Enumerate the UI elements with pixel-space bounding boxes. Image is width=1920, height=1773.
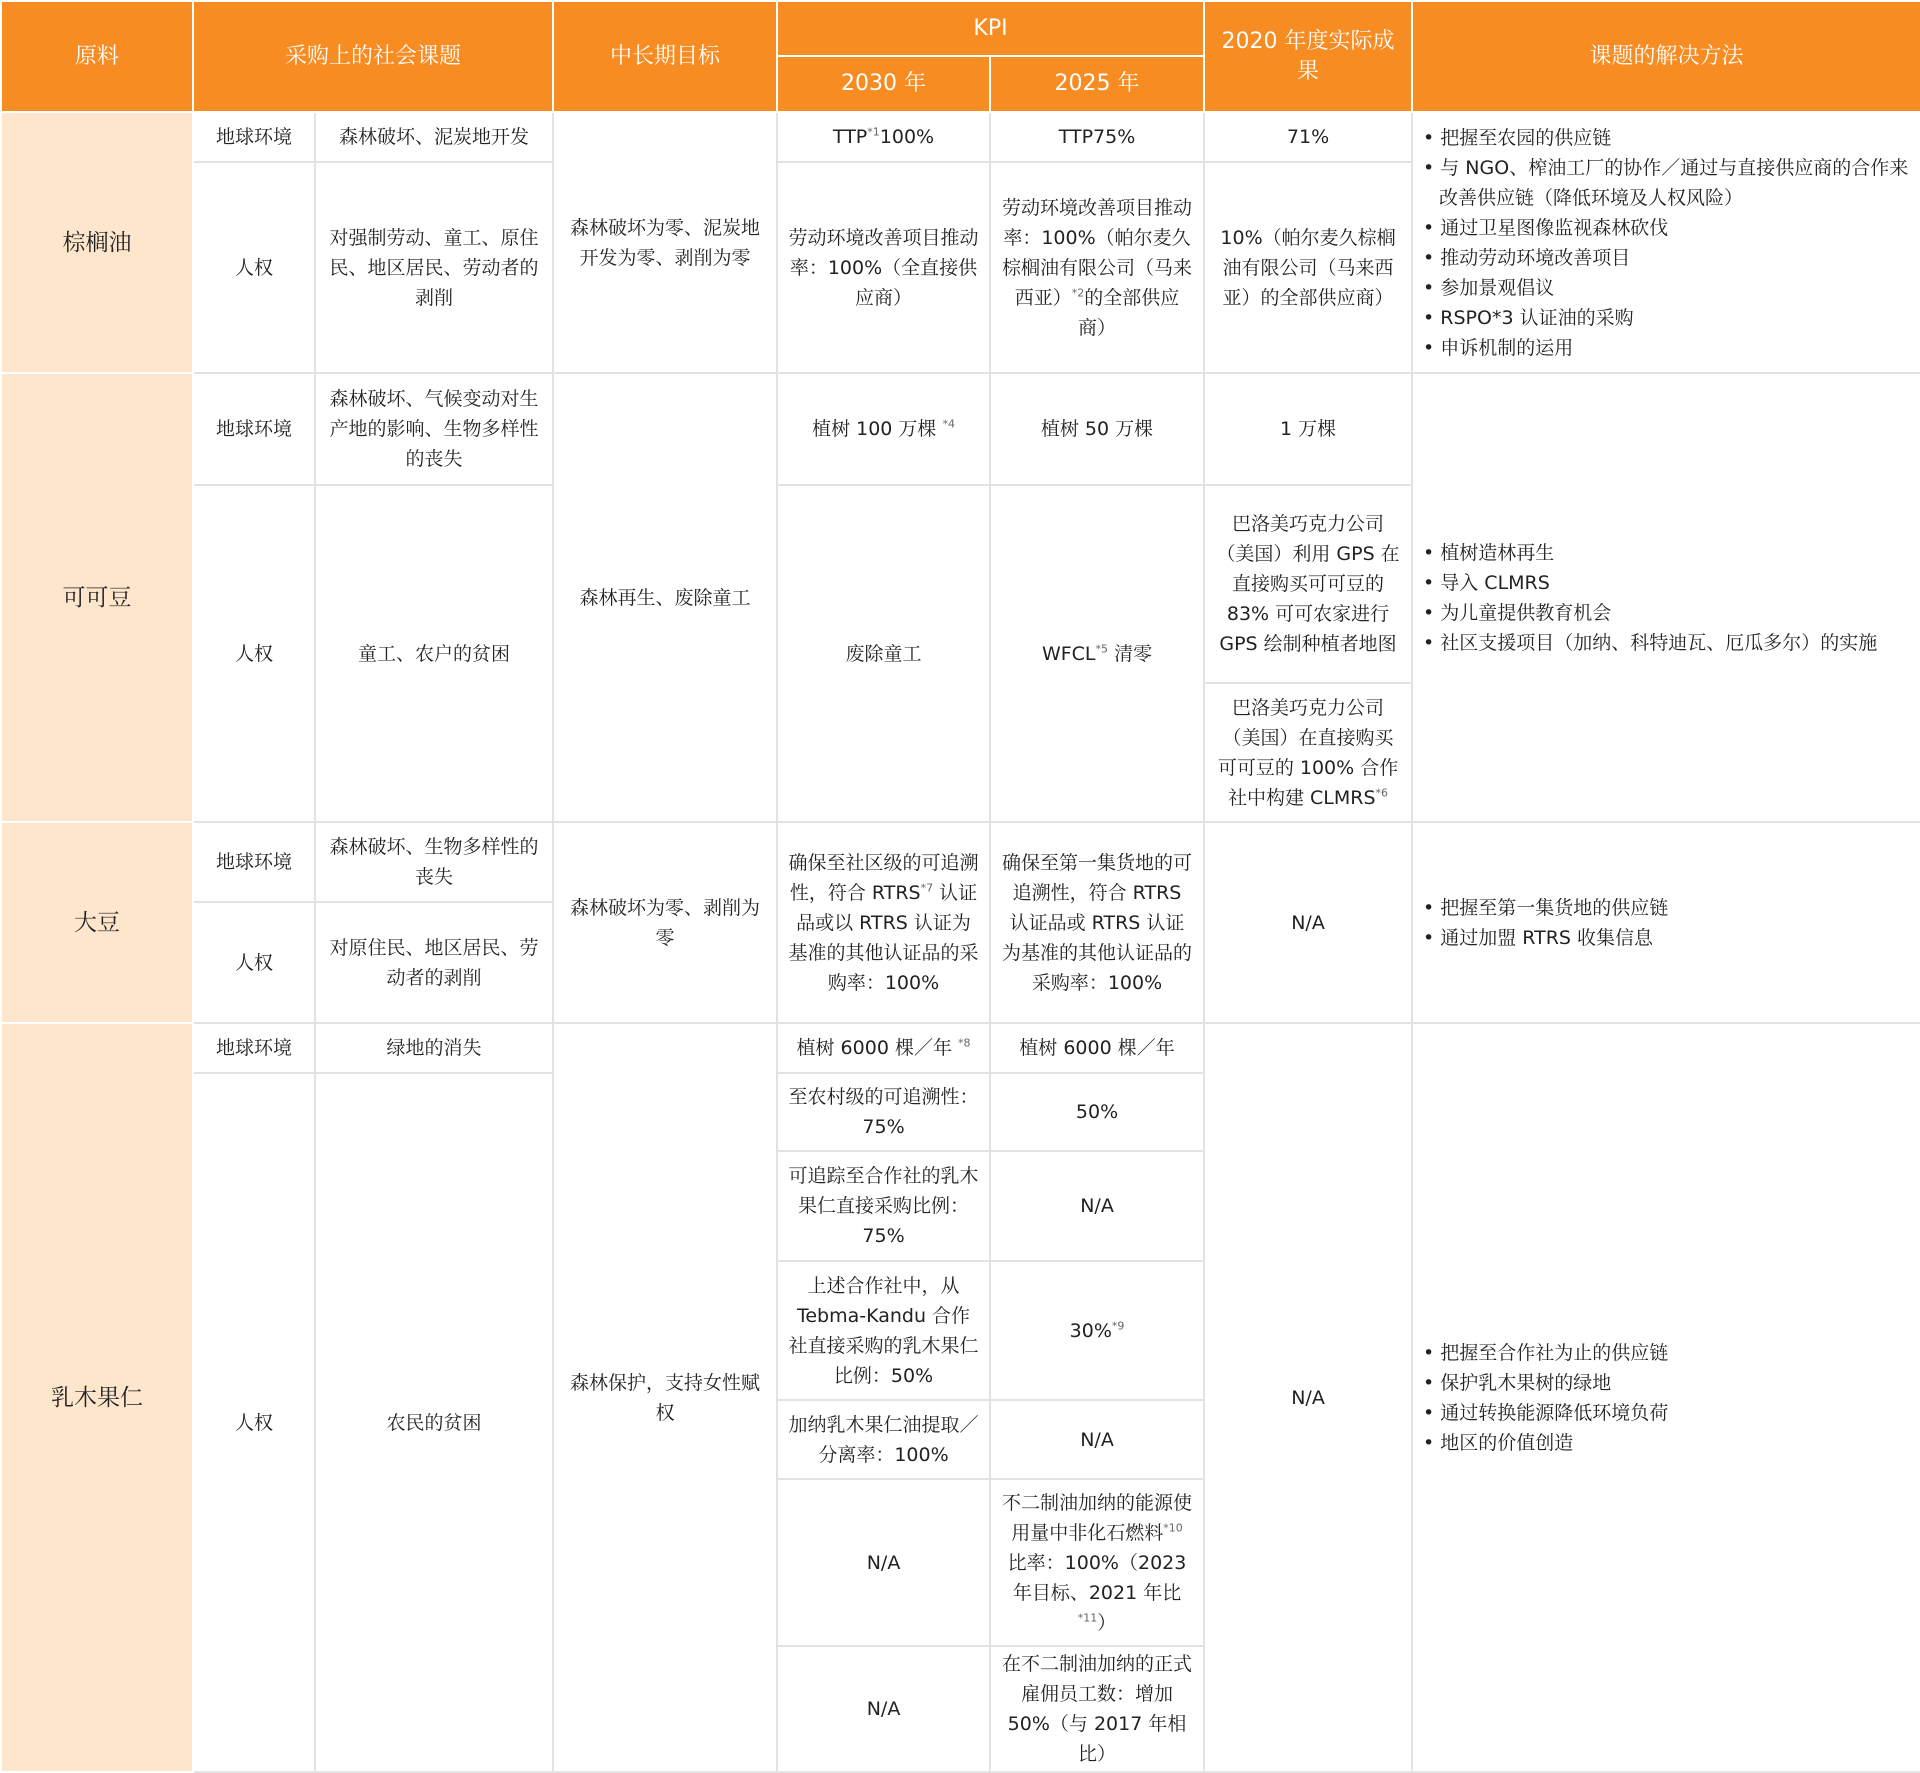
cocoa-env-kpi-2025: 植树 50 万棵 bbox=[990, 373, 1204, 485]
shea-solutions bbox=[1412, 1023, 1920, 1772]
shea-hr-issue: 农民的贫困 bbox=[315, 1073, 553, 1772]
material-cocoa: 可可豆 bbox=[1, 373, 193, 822]
shea-kpi-2030-trees: 植树 6000 棵／年 $^{*8}$ bbox=[777, 1023, 990, 1073]
cocoa-hr-result-2020-gps: 巴洛美巧克力公司（美国）利用 GPS 在直接购买可可豆的 83% 可可农家进行 GPS 绘制种植者地图 bbox=[1204, 485, 1412, 683]
solution-item: • 把握至合作社为止的供应链 bbox=[1423, 1338, 1910, 1368]
shea-kpi-2030-extraction: 加纳乳木果仁油提取／分离率：100% bbox=[777, 1400, 990, 1479]
soy-env-category: 地球环境 bbox=[193, 822, 315, 902]
solution-item: • 与 NGO、榨油工厂的协作／通过与直接供应商的合作来改善供应链（降低环境及人权风险） bbox=[1423, 153, 1910, 213]
solution-item: • 导入 CLMRS bbox=[1423, 568, 1910, 598]
cocoa-env-category: 地球环境 bbox=[193, 373, 315, 485]
soy-hr-category: 人权 bbox=[193, 902, 315, 1023]
cocoa-goal: 森林再生、废除童工 bbox=[553, 373, 777, 822]
shea-goal: 森林保护，支持女性赋权 bbox=[553, 1023, 777, 1772]
shea-kpi-2025-trees: 植树 6000 棵／年 bbox=[990, 1023, 1204, 1073]
shea-kpi-2030-traceability: 至农村级的可追溯性：75% bbox=[777, 1073, 990, 1151]
cocoa-hr-kpi-2025: WFCL$^{*5}$ 清零 bbox=[990, 485, 1204, 822]
solution-item: • 为儿童提供教育机会 bbox=[1423, 598, 1910, 628]
header-kpi-2030: 2030 年 bbox=[777, 56, 990, 112]
solution-item: • RSPO*3 认证油的采购 bbox=[1423, 303, 1910, 333]
solution-item: • 植树造林再生 bbox=[1423, 538, 1910, 568]
header-goal: 中长期目标 bbox=[553, 1, 777, 112]
soy-env-issue: 森林破坏、生物多样性的丧失 bbox=[315, 822, 553, 902]
palm-hr-result-2020: 10%（帕尔麦久棕榈油有限公司（马来西亚）的全部供应商） bbox=[1204, 162, 1412, 373]
cocoa-hr-result-2020-clmrs: 巴洛美巧克力公司（美国）在直接购买可可豆的 100% 合作社中构建 CLMRS$^{*6}$ bbox=[1204, 683, 1412, 822]
solution-item: • 把握至第一集货地的供应链 bbox=[1423, 893, 1910, 923]
soy-result-2020: N/A bbox=[1204, 822, 1412, 1023]
header-kpi: KPI bbox=[777, 1, 1204, 56]
shea-kpi-2030-energy: N/A bbox=[777, 1479, 990, 1646]
shea-result-2020: N/A bbox=[1204, 1023, 1412, 1772]
shea-kpi-2030-tebma: 上述合作社中，从 Tebma-Kandu 合作社直接采购的乳木果仁比例：50% bbox=[777, 1261, 990, 1400]
shea-kpi-2025-employment: 在不二制油加纳的正式雇佣员工数：增加 50%（与 2017 年相比） bbox=[990, 1646, 1204, 1772]
shea-env-issue: 绿地的消失 bbox=[315, 1023, 553, 1073]
header-kpi-2025: 2025 年 bbox=[990, 56, 1204, 112]
shea-kpi-2025-extraction: N/A bbox=[990, 1400, 1204, 1479]
cocoa-env-result-2020: 1 万棵 bbox=[1204, 373, 1412, 485]
palm-env-kpi-2025: TTP75% bbox=[990, 112, 1204, 162]
shea-hr-category: 人权 bbox=[193, 1073, 315, 1772]
palm-env-issue: 森林破坏、泥炭地开发 bbox=[315, 112, 553, 162]
soy-kpi-2030: 确保至社区级的可追溯性，符合 RTRS$^{*7}$ 认证品或以 RTRS 认证为基准的其他认证品的采购率：100% bbox=[777, 822, 990, 1023]
palm-goal: 森林破坏为零、泥炭地开发为零、剥削为零 bbox=[553, 112, 777, 373]
shea-kpi-2025-direct: N/A bbox=[990, 1151, 1204, 1261]
palm-hr-kpi-2025: 劳动环境改善项目推动率：100%（帕尔麦久棕榈油有限公司（马来西亚）$^{*2}$的全部供应商） bbox=[990, 162, 1204, 373]
header-material: 原料 bbox=[1, 1, 193, 112]
solution-item: • 通过加盟 RTRS 收集信息 bbox=[1423, 923, 1910, 953]
shea-kpi-2025-tebma: 30%$^{*9}$ bbox=[990, 1261, 1204, 1400]
palm-hr-issue: 对强制劳动、童工、原住民、地区居民、劳动者的剥削 bbox=[315, 162, 553, 373]
cocoa-solutions bbox=[1412, 373, 1920, 822]
solution-item: • 通过转换能源降低环境负荷 bbox=[1423, 1398, 1910, 1428]
cocoa-hr-category: 人权 bbox=[193, 485, 315, 822]
solution-item: • 保护乳木果树的绿地 bbox=[1423, 1368, 1910, 1398]
soy-kpi-2025: 确保至第一集货地的可追溯性，符合 RTRS 认证品或 RTRS 认证为基准的其他认证品的采购率：100% bbox=[990, 822, 1204, 1023]
cocoa-hr-kpi-2030: 废除童工 bbox=[777, 485, 990, 822]
soy-goal: 森林破坏为零、剥削为零 bbox=[553, 822, 777, 1023]
header-solution: 课题的解决方法 bbox=[1412, 1, 1920, 112]
header-result-2020: 2020 年度实际成果 bbox=[1204, 1, 1412, 112]
solution-item: • 推动劳动环境改善项目 bbox=[1423, 243, 1910, 273]
shea-env-category: 地球环境 bbox=[193, 1023, 315, 1073]
palm-hr-kpi-2030: 劳动环境改善项目推动率：100%（全直接供应商） bbox=[777, 162, 990, 373]
shea-kpi-2030-employment: N/A bbox=[777, 1646, 990, 1772]
palm-hr-category: 人权 bbox=[193, 162, 315, 373]
material-soy: 大豆 bbox=[1, 822, 193, 1023]
solution-item: • 通过卫星图像监视森林砍伐 bbox=[1423, 213, 1910, 243]
solution-item: • 申诉机制的运用 bbox=[1423, 333, 1910, 363]
cocoa-env-issue: 森林破坏、气候变动对生产地的影响、生物多样性的丧失 bbox=[315, 373, 553, 485]
cocoa-env-kpi-2030: 植树 100 万棵 $^{*4}$ bbox=[777, 373, 990, 485]
cocoa-hr-issue: 童工、农户的贫困 bbox=[315, 485, 553, 822]
soy-hr-issue: 对原住民、地区居民、劳动者的剥削 bbox=[315, 902, 553, 1023]
solution-item: • 把握至农园的供应链 bbox=[1423, 123, 1910, 153]
shea-kpi-2025-traceability: 50% bbox=[990, 1073, 1204, 1151]
palm-env-kpi-2030: TTP$^{*1}$100% bbox=[777, 112, 990, 162]
header-issue: 采购上的社会课题 bbox=[193, 1, 553, 112]
solution-item: • 社区支援项目（加纳、科特迪瓦、厄瓜多尔）的实施 bbox=[1423, 628, 1910, 658]
shea-kpi-2025-energy: 不二制油加纳的能源使用量中非化石燃料$^{*10}$ 比率：100%（2023 年目标、2021 年比$^{*11}$） bbox=[990, 1479, 1204, 1646]
palm-env-category: 地球环境 bbox=[193, 112, 315, 162]
solution-item: • 地区的价值创造 bbox=[1423, 1428, 1910, 1458]
shea-kpi-2030-direct: 可追踪至合作社的乳木果仁直接采购比例：75% bbox=[777, 1151, 990, 1261]
solution-item: • 参加景观倡议 bbox=[1423, 273, 1910, 303]
material-shea: 乳木果仁 bbox=[1, 1023, 193, 1772]
material-palm: 棕榈油 bbox=[1, 112, 193, 373]
soy-solutions bbox=[1412, 822, 1920, 1023]
palm-solutions bbox=[1412, 112, 1920, 373]
palm-env-result-2020: 71% bbox=[1204, 112, 1412, 162]
